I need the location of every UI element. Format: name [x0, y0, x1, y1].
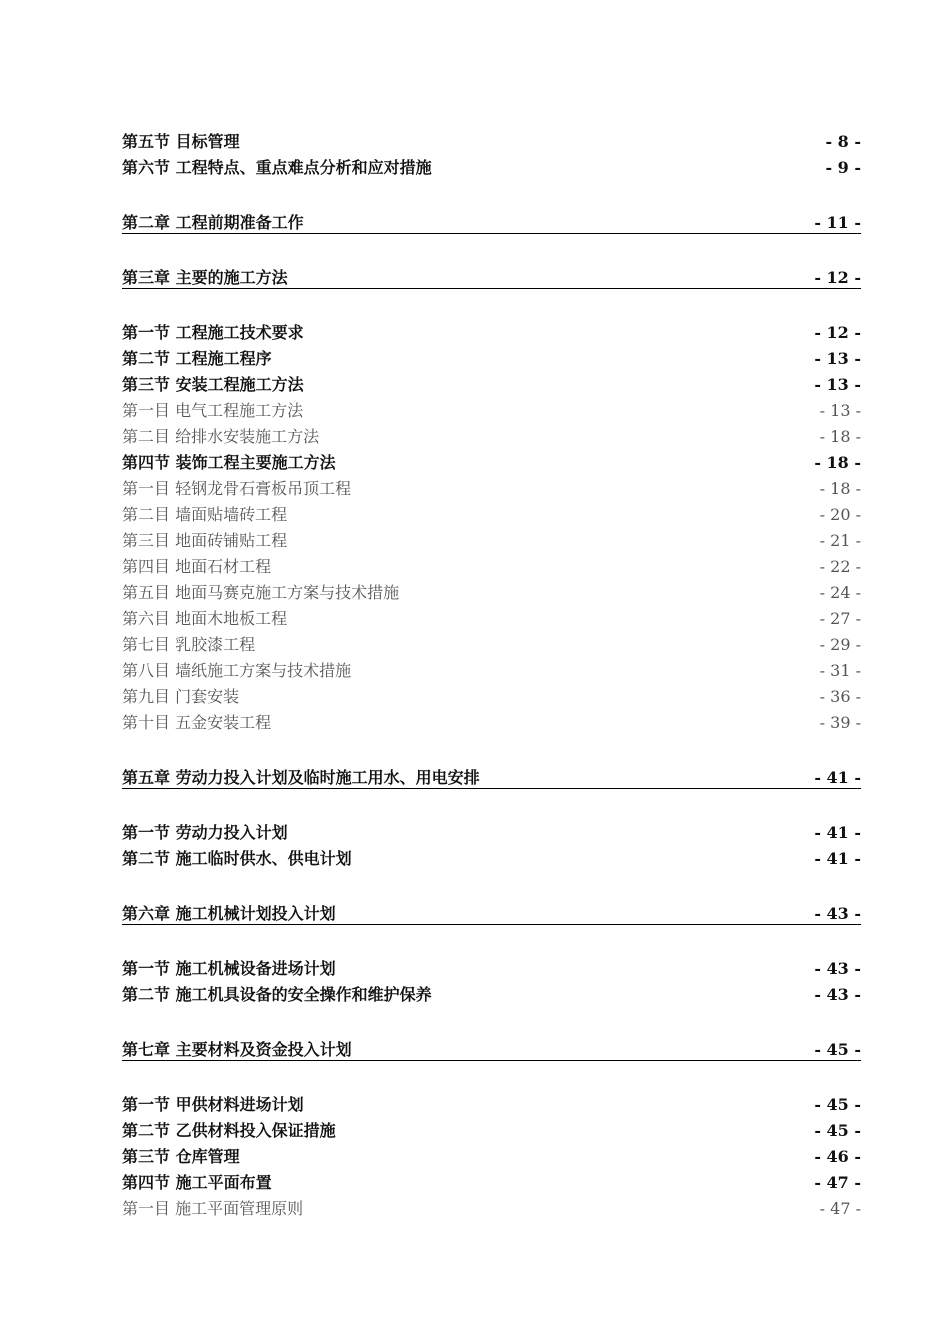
toc-page-number: - 46 -	[814, 1147, 861, 1166]
toc-chapter	[122, 764, 861, 789]
toc-page-number: - 45 -	[814, 1040, 861, 1059]
toc-title: 第五节 目标管理	[122, 132, 240, 151]
toc-title: 第六目 地面木地板工程	[122, 609, 288, 628]
toc-page-number: - 43 -	[814, 985, 861, 1004]
toc-section	[122, 1143, 861, 1167]
toc-section	[122, 1169, 861, 1193]
toc-title: 第一节 工程施工技术要求	[122, 323, 304, 342]
toc-page-number: - 18 -	[814, 453, 861, 472]
toc-title: 第一节 甲供材料进场计划	[122, 1095, 304, 1114]
toc-section	[122, 154, 861, 178]
toc-item	[122, 657, 861, 681]
toc-page-number: - 47 -	[814, 1173, 861, 1192]
toc-title: 第六节 工程特点、重点难点分析和应对措施	[122, 158, 432, 177]
toc-title: 第二节 工程施工程序	[122, 349, 272, 368]
toc-item	[122, 683, 861, 707]
toc-item	[122, 1195, 861, 1219]
toc-item	[122, 423, 861, 447]
toc-page-number: - 36 -	[819, 687, 861, 706]
toc-section	[122, 955, 861, 979]
toc-title: 第三章 主要的施工方法	[122, 268, 288, 287]
toc-page-number: - 22 -	[819, 557, 861, 576]
toc-page-number: - 47 -	[819, 1199, 861, 1218]
toc-item	[122, 631, 861, 655]
toc-item	[122, 579, 861, 603]
toc-title: 第六章 施工机械计划投入计划	[122, 904, 336, 923]
toc-page-number: - 9 -	[825, 158, 861, 177]
toc-page-number: - 12 -	[814, 268, 861, 287]
toc-page-number: - 12 -	[814, 323, 861, 342]
toc-section	[122, 1091, 861, 1115]
toc-item	[122, 475, 861, 499]
toc-item	[122, 553, 861, 577]
toc-section	[122, 845, 861, 869]
toc-title: 第一目 电气工程施工方法	[122, 401, 304, 420]
toc-section	[122, 981, 861, 1005]
toc-title: 第五章 劳动力投入计划及临时施工用水、用电安排	[122, 768, 480, 787]
toc-page-number: - 13 -	[814, 375, 861, 394]
toc-title: 第二节 施工机具设备的安全操作和维护保养	[122, 985, 432, 1004]
toc-page-number: - 29 -	[819, 635, 861, 654]
toc-title: 第七章 主要材料及资金投入计划	[122, 1040, 352, 1059]
toc-page-number: - 43 -	[814, 959, 861, 978]
toc-title: 第三目 地面砖铺贴工程	[122, 531, 288, 550]
toc-title: 第一目 轻钢龙骨石膏板吊顶工程	[122, 479, 352, 498]
toc-title: 第八目 墙纸施工方案与技术措施	[122, 661, 352, 680]
toc-page-number: - 24 -	[819, 583, 861, 602]
toc-title: 第十目 五金安装工程	[122, 713, 272, 732]
toc-page-number: - 43 -	[814, 904, 861, 923]
toc-title: 第二节 施工临时供水、供电计划	[122, 849, 352, 868]
toc-page-number: - 41 -	[814, 823, 861, 842]
toc-item	[122, 527, 861, 551]
toc-page-number: - 39 -	[819, 713, 861, 732]
toc-section	[122, 371, 861, 395]
toc-section	[122, 319, 861, 343]
toc-title: 第九目 门套安装	[122, 687, 240, 706]
toc-title: 第一节 劳动力投入计划	[122, 823, 288, 842]
toc-title: 第一节 施工机械设备进场计划	[122, 959, 336, 978]
toc-page-number: - 45 -	[814, 1121, 861, 1140]
toc-title: 第四节 施工平面布置	[122, 1173, 272, 1192]
toc-page-number: - 31 -	[819, 661, 861, 680]
toc-chapter	[122, 209, 861, 234]
toc-item	[122, 709, 861, 733]
toc-title: 第五目 地面马赛克施工方案与技术措施	[122, 583, 400, 602]
toc-page-number: - 41 -	[814, 768, 861, 787]
toc-title: 第二目 给排水安装施工方法	[122, 427, 320, 446]
toc-chapter	[122, 1036, 861, 1061]
toc-page-number: - 27 -	[819, 609, 861, 628]
toc-page-number: - 13 -	[819, 401, 861, 420]
toc-title: 第一目 施工平面管理原则	[122, 1199, 304, 1218]
toc-page-number: - 8 -	[825, 132, 861, 151]
toc-section	[122, 1117, 861, 1141]
toc-title: 第二节 乙供材料投入保证措施	[122, 1121, 336, 1140]
toc-title: 第七目 乳胶漆工程	[122, 635, 256, 654]
toc-page-number: - 21 -	[819, 531, 861, 550]
toc-chapter	[122, 264, 861, 289]
toc-item	[122, 501, 861, 525]
toc-section	[122, 819, 861, 843]
toc-page-number: - 18 -	[819, 427, 861, 446]
toc-section	[122, 128, 861, 152]
toc-title: 第三节 仓库管理	[122, 1147, 240, 1166]
toc-page-number: - 18 -	[819, 479, 861, 498]
toc-page-number: - 41 -	[814, 849, 861, 868]
toc-title: 第二章 工程前期准备工作	[122, 213, 304, 232]
toc-title: 第二目 墙面贴墙砖工程	[122, 505, 288, 524]
toc-page-number: - 11 -	[814, 213, 861, 232]
toc-item	[122, 397, 861, 421]
toc-page-number: - 45 -	[814, 1095, 861, 1114]
toc-item	[122, 605, 861, 629]
toc-chapter	[122, 900, 861, 925]
toc-title: 第三节 安装工程施工方法	[122, 375, 304, 394]
toc-title: 第四节 装饰工程主要施工方法	[122, 453, 336, 472]
toc-page-number: - 13 -	[814, 349, 861, 368]
toc-section	[122, 345, 861, 369]
toc-page-number: - 20 -	[819, 505, 861, 524]
toc-section	[122, 449, 861, 473]
toc-title: 第四目 地面石材工程	[122, 557, 272, 576]
